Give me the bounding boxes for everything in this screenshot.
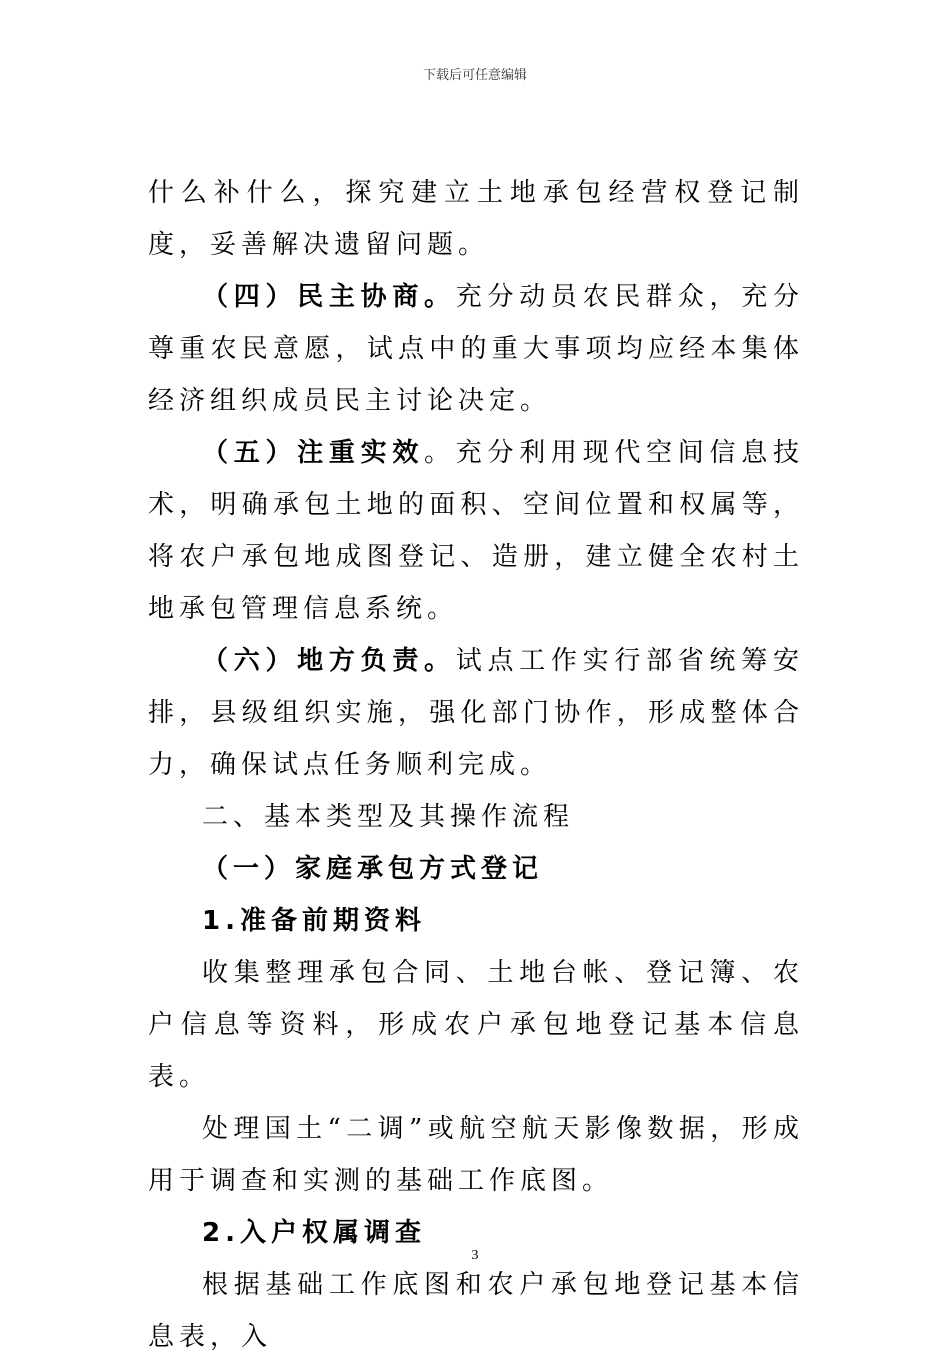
paragraph-process-imagery: 处理国土“二调”或航空航天影像数据，形成用于调查和实测的基础工作底图。: [148, 1114, 804, 1196]
section-heading: 二、基本类型及其操作流程: [202, 802, 575, 832]
paragraph-text: 充分动员农民群众，充分尊重农民意愿，试点中的重大事项均应经本集体经济组织成员民主讨论决定。: [148, 282, 804, 416]
paragraph-effectiveness: [148, 427, 804, 635]
paragraph-democratic-consultation: [148, 271, 804, 427]
paragraph-local-responsibility: [148, 635, 804, 791]
paragraph-collect-materials: 收集整理承包合同、土地台帐、登记簿、农户信息等资料，形成农户承包地登记基本信息表。: [148, 958, 804, 1092]
subsection-heading: （一）家庭承包方式登记: [202, 854, 544, 884]
paragraph-lead: （六）地方负责。: [202, 646, 456, 676]
paragraph-text: 试点工作实行部省统筹安排，县级组织实施，强化部门协作，形成整体合力，确保试点任务顺利完成。: [148, 646, 804, 780]
paragraph-lead: （五）注重实效: [202, 438, 425, 468]
paragraph-survey: 根据基础工作底图和农户承包地登记基本信息表，入: [148, 1270, 804, 1352]
step-heading: 1.准备前期资料: [202, 906, 426, 936]
step-heading: 2.入户权属调查: [202, 1218, 426, 1248]
paragraph-text: 。充分利用现代空间信息技术，明确承包土地的面积、空间位置和权属等，将农户承包地成图登记、造册，建立健全农村土地承包管理信息系统。: [148, 438, 804, 624]
paragraph-continuation: 什么补什么，探究建立土地承包经营权登记制度，妥善解决遗留问题。: [148, 178, 804, 260]
document-body: [148, 167, 804, 1363]
page-header: 下载后可任意编辑: [422, 68, 527, 83]
page-number: 3: [471, 1248, 479, 1263]
paragraph-lead: （四）民主协商。: [202, 282, 456, 312]
